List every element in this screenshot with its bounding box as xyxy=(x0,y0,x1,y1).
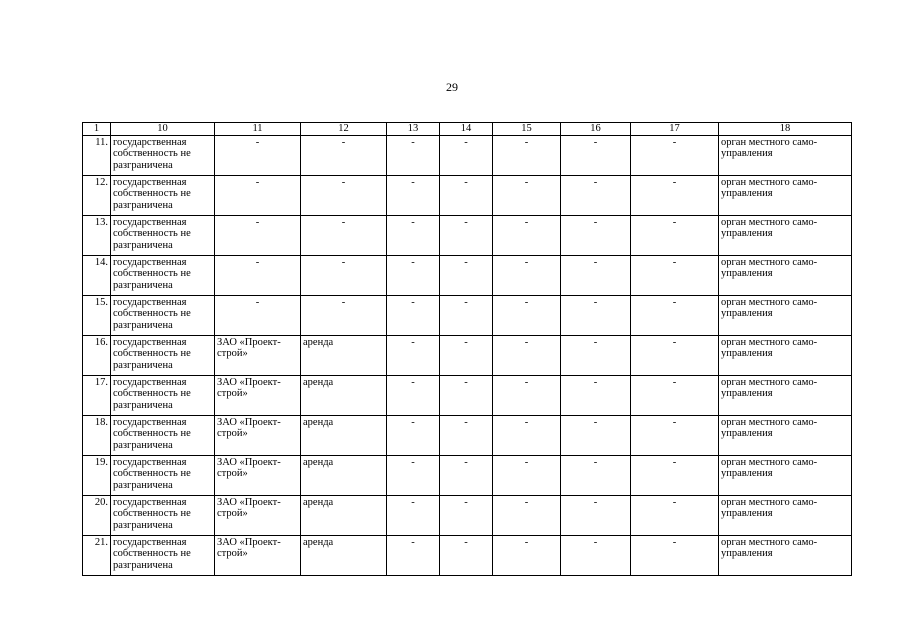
table-cell: - xyxy=(631,295,719,335)
table-cell: орган местного само-управления xyxy=(719,135,852,175)
table-row xyxy=(83,455,852,495)
table-cell: - xyxy=(440,375,493,415)
table-cell: - xyxy=(387,175,440,215)
row-number-cell: 11. xyxy=(83,135,111,175)
table-cell: ЗАО «Проект-строй» xyxy=(215,335,301,375)
registry-table xyxy=(82,122,852,576)
table-row xyxy=(83,175,852,215)
table-cell: - xyxy=(631,495,719,535)
table-cell: государственная собственность не разграничена xyxy=(111,375,215,415)
table-cell: ЗАО «Проект-строй» xyxy=(215,455,301,495)
table-cell: - xyxy=(561,295,631,335)
table-cell: орган местного само-управления xyxy=(719,215,852,255)
table-cell: - xyxy=(493,295,561,335)
column-header: 18 xyxy=(719,123,852,136)
table-cell: аренда xyxy=(301,415,387,455)
table-cell: - xyxy=(493,215,561,255)
table-cell: - xyxy=(631,335,719,375)
table-cell: - xyxy=(631,175,719,215)
table-cell: - xyxy=(631,375,719,415)
table-cell: ЗАО «Проект-строй» xyxy=(215,415,301,455)
table-cell: - xyxy=(493,175,561,215)
table-cell: - xyxy=(561,335,631,375)
table-row xyxy=(83,255,852,295)
table-cell: - xyxy=(631,215,719,255)
table-cell: - xyxy=(440,455,493,495)
column-header: 14 xyxy=(440,123,493,136)
table-cell: - xyxy=(631,455,719,495)
table-cell: - xyxy=(215,135,301,175)
table-cell: - xyxy=(387,215,440,255)
table-cell: - xyxy=(440,335,493,375)
table-row xyxy=(83,415,852,455)
table-cell: - xyxy=(440,535,493,575)
column-header: 12 xyxy=(301,123,387,136)
table-cell: - xyxy=(387,335,440,375)
table-cell: - xyxy=(387,455,440,495)
table-cell: - xyxy=(387,535,440,575)
column-header: 1 xyxy=(83,123,111,136)
table-cell: - xyxy=(561,375,631,415)
table-cell: - xyxy=(440,255,493,295)
table-cell: - xyxy=(215,175,301,215)
table-cell: - xyxy=(301,175,387,215)
table-row xyxy=(83,295,852,335)
table-cell: - xyxy=(440,175,493,215)
header-row xyxy=(83,123,852,136)
table-cell: государственная собственность не разграничена xyxy=(111,415,215,455)
row-number-cell: 16. xyxy=(83,335,111,375)
row-number-cell: 17. xyxy=(83,375,111,415)
row-number-cell: 21. xyxy=(83,535,111,575)
table-cell: - xyxy=(301,255,387,295)
table-cell: аренда xyxy=(301,535,387,575)
table-cell: - xyxy=(301,295,387,335)
row-number-cell: 13. xyxy=(83,215,111,255)
table-cell: ЗАО «Проект-строй» xyxy=(215,375,301,415)
table-cell: орган местного само-управления xyxy=(719,455,852,495)
table-cell: - xyxy=(631,135,719,175)
row-number-cell: 19. xyxy=(83,455,111,495)
table-cell: аренда xyxy=(301,495,387,535)
table-cell: ЗАО «Проект-строй» xyxy=(215,495,301,535)
table-row xyxy=(83,215,852,255)
table-cell: - xyxy=(440,295,493,335)
column-header: 11 xyxy=(215,123,301,136)
table-cell: орган местного само-управления xyxy=(719,255,852,295)
row-number-cell: 12. xyxy=(83,175,111,215)
table-cell: государственная собственность не разграничена xyxy=(111,455,215,495)
column-header: 10 xyxy=(111,123,215,136)
column-header: 13 xyxy=(387,123,440,136)
table-cell: государственная собственность не разграничена xyxy=(111,135,215,175)
table-cell: - xyxy=(440,215,493,255)
table-cell: - xyxy=(440,495,493,535)
table-cell: - xyxy=(561,415,631,455)
page-number: 29 xyxy=(446,80,458,94)
column-header: 15 xyxy=(493,123,561,136)
table-cell: - xyxy=(631,535,719,575)
table-row xyxy=(83,535,852,575)
table-cell: - xyxy=(631,415,719,455)
table-cell: государственная собственность не разграничена xyxy=(111,215,215,255)
table-cell: ЗАО «Проект-строй» xyxy=(215,535,301,575)
table-cell: орган местного само-управления xyxy=(719,175,852,215)
table-cell: - xyxy=(387,135,440,175)
table-cell: - xyxy=(440,415,493,455)
table-cell: государственная собственность не разграничена xyxy=(111,255,215,295)
table-cell: - xyxy=(561,495,631,535)
table-cell: - xyxy=(561,255,631,295)
table-cell: - xyxy=(493,535,561,575)
table-cell: - xyxy=(493,335,561,375)
table-cell: - xyxy=(387,375,440,415)
row-number-cell: 14. xyxy=(83,255,111,295)
table-cell: государственная собственность не разграничена xyxy=(111,535,215,575)
table-cell: - xyxy=(493,415,561,455)
table-row xyxy=(83,335,852,375)
table-cell: орган местного само-управления xyxy=(719,295,852,335)
table-cell: - xyxy=(387,495,440,535)
table-cell: - xyxy=(440,135,493,175)
table-cell: аренда xyxy=(301,335,387,375)
table-row xyxy=(83,375,852,415)
table-cell: - xyxy=(215,255,301,295)
table-cell: - xyxy=(493,495,561,535)
table-cell: - xyxy=(301,215,387,255)
table-cell: - xyxy=(387,295,440,335)
row-number-cell: 20. xyxy=(83,495,111,535)
table-cell: - xyxy=(215,215,301,255)
table-cell: - xyxy=(493,455,561,495)
table-cell: - xyxy=(561,455,631,495)
table-cell: - xyxy=(561,535,631,575)
table-row xyxy=(83,495,852,535)
table-cell: - xyxy=(561,135,631,175)
table-cell: - xyxy=(301,135,387,175)
table-row xyxy=(83,135,852,175)
table-cell: государственная собственность не разграничена xyxy=(111,495,215,535)
column-header: 16 xyxy=(561,123,631,136)
table-cell: - xyxy=(561,175,631,215)
table-cell: орган местного само-управления xyxy=(719,335,852,375)
table-cell: - xyxy=(631,255,719,295)
table-cell: орган местного само-управления xyxy=(719,495,852,535)
table-cell: - xyxy=(387,415,440,455)
table-cell: государственная собственность не разграничена xyxy=(111,175,215,215)
table-cell: орган местного само-управления xyxy=(719,375,852,415)
table-cell: - xyxy=(215,295,301,335)
column-header: 17 xyxy=(631,123,719,136)
table-cell: аренда xyxy=(301,375,387,415)
table-cell: государственная собственность не разграничена xyxy=(111,335,215,375)
table-cell: государственная собственность не разграничена xyxy=(111,295,215,335)
row-number-cell: 18. xyxy=(83,415,111,455)
table-cell: - xyxy=(493,375,561,415)
table-cell: орган местного само-управления xyxy=(719,415,852,455)
table-cell: - xyxy=(493,135,561,175)
table-cell: аренда xyxy=(301,455,387,495)
table-cell: - xyxy=(561,215,631,255)
table-cell: - xyxy=(387,255,440,295)
table-cell: - xyxy=(493,255,561,295)
row-number-cell: 15. xyxy=(83,295,111,335)
table-cell: орган местного само-управления xyxy=(719,535,852,575)
